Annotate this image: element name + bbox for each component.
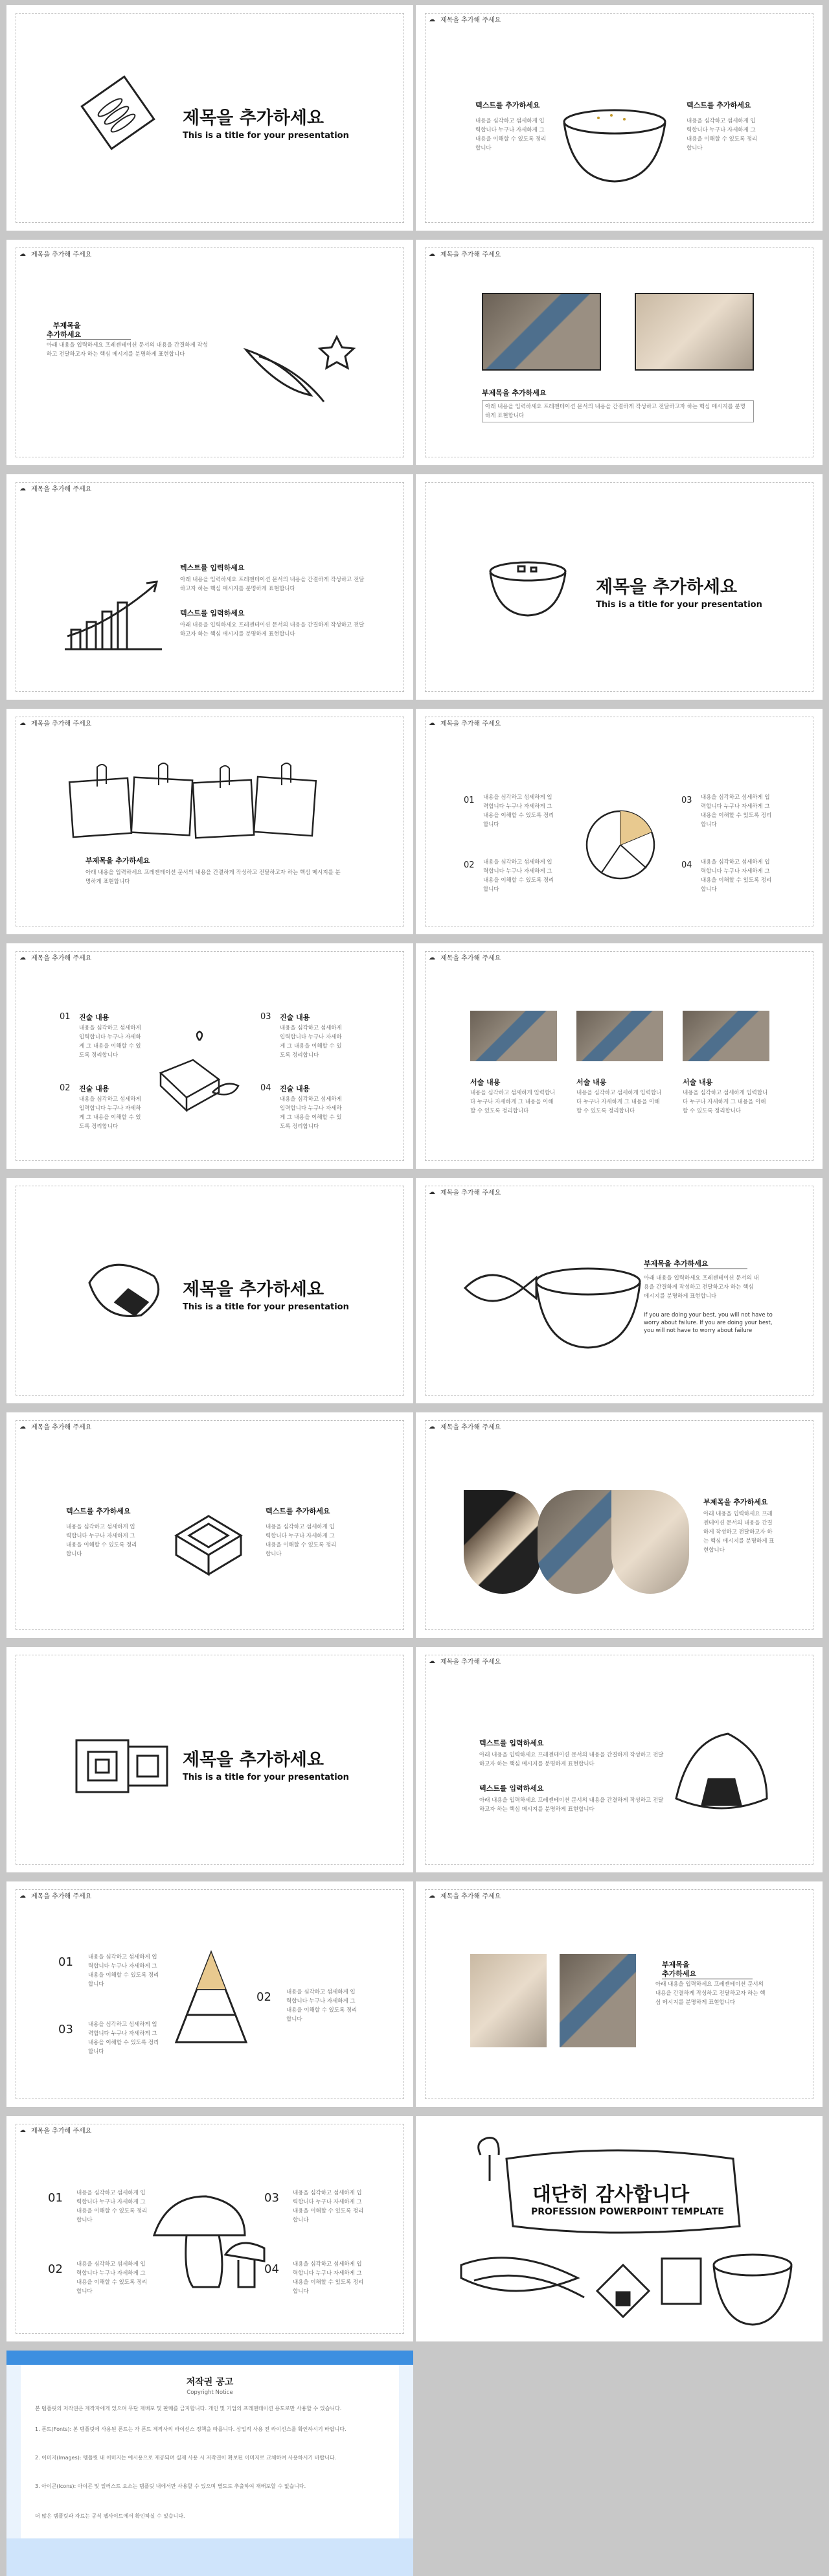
item-body-1: 내용을 심각하고 섬세하게 입력합니다 누구나 자세하게 그 내용을 이해할 수 있도록 정리합니다: [483, 794, 554, 828]
copyright-paragraph-5: 더 많은 템플릿과 자료는 공식 웹사이트에서 확인하실 수 있습니다.: [35, 2513, 185, 2519]
slide-subtitle-en: This is a title for your presentation: [596, 600, 762, 610]
text-heading-1: 텍스트를 입력하세요: [180, 564, 245, 572]
slide-7[interactable]: [6, 709, 413, 934]
text-body-left: 내용을 심각하고 섬세하게 입력합니다 누구나 자세하게 그 내용을 이해할 수 있도록 정리합니다: [66, 1524, 137, 1558]
item-body-2: 내용을 심각하고 섬세하게 입력합니다 누구나 자세하게 그 내용을 이해할 수 있도록 정리합니다: [483, 859, 554, 893]
subtitle: 부제목을 추가하세요: [703, 1498, 768, 1506]
photo-flower: [470, 1954, 547, 2047]
slide-16[interactable]: [416, 1647, 823, 1872]
growth-chart-illustration: [58, 571, 168, 656]
subtitle-line-1: 부제목을: [53, 321, 81, 330]
drop-photo-2: [538, 1490, 615, 1594]
text-body: 아래 내용을 입력하세요 프레젠테이션 문서의 내용을 간결하게 작성하고 전달하고자 하는 핵심 메시지를 분명하게 표현합니다: [644, 1275, 759, 1300]
cloud-icon: ☁: [429, 954, 435, 961]
text-heading-left: 텍스트를 추가하세요: [475, 101, 540, 109]
slide-header: ☁ 제목을 추가해 주세요: [429, 1423, 501, 1431]
cloud-icon: ☁: [429, 250, 435, 258]
copyright-paragraph-4: 3. 아이콘(Icons): 아이콘 및 일러스트 요소는 템플릿 내에서만 사용할 수 있으며 별도로 추출하여 재배포할 수 없습니다.: [35, 2483, 306, 2489]
slide-10[interactable]: [416, 943, 823, 1169]
item-body-1: 내용을 심각하고 섬세하게 입력합니다 누구나 자세하게 그 내용을 이해할 수 있도록 정리합니다: [88, 1954, 159, 1988]
item-body-2: 내용을 심각하고 섬세하게 입력합니다 누구나 자세하게 그 내용을 이해할 수 있도록 정리합니다: [76, 2261, 148, 2295]
caption-body-3: 내용을 심각하고 섬세하게 입력합니다 누구나 자세하게 그 내용을 이해할 수 있도록 정리합니다: [683, 1090, 768, 1114]
slide-4[interactable]: [416, 240, 823, 465]
photo-3: [683, 1011, 769, 1061]
slide-1[interactable]: [6, 5, 413, 231]
text-body-left: 내용을 심각하고 섬세하게 입력합니다 누구나 자세하게 그 내용을 이해할 수 있도록 정리합니다: [475, 118, 547, 152]
pie-illustration: [582, 806, 659, 884]
cake-illustration: [148, 1021, 258, 1112]
text-body: 아래 내용을 입력하세요 프레젠테이션 문서의 내용을 간결하게 작성하고 전달하고자 하는 핵심 메시지를 분명하게 표현합니다: [655, 1981, 766, 2006]
slide-header: ☁ 제목을 추가해 주세요: [19, 1423, 92, 1431]
photo-building: [482, 293, 601, 371]
cloud-icon: ☁: [19, 719, 26, 727]
item-body-4: 내용을 심각하고 섬세하게 입력합니다 누구나 자세하게 그 내용을 이해할 수 있도록 정리합니다: [293, 2261, 364, 2295]
fish-illustration: [233, 317, 363, 415]
item-number-4: 04: [681, 860, 692, 870]
cloud-icon: ☁: [19, 2126, 26, 2134]
item-number-4: 04: [264, 2262, 279, 2276]
photo-typewriter: [635, 293, 754, 371]
caption-body-2: 내용을 심각하고 섬세하게 입력합니다 누구나 자세하게 그 내용을 이해할 수 있도록 정리합니다: [576, 1090, 662, 1114]
text-heading-left: 텍스트를 추가하세요: [66, 1507, 131, 1515]
slide-header: ☁ 제목을 추가해 주세요: [429, 1188, 501, 1197]
thanks-illustration: [435, 2129, 811, 2336]
item-label-2: 진술 내용: [79, 1085, 109, 1093]
caption-label-3: 서술 내용: [683, 1078, 713, 1087]
item-number-1: 01: [60, 1012, 71, 1022]
fish-plate-illustration: [79, 74, 157, 152]
text-body-right: 내용을 심각하고 섬세하게 입력합니다 누구나 자세하게 그 내용을 이해할 수 있도록 정리합니다: [687, 118, 758, 152]
caption-body-1: 내용을 심각하고 섬세하게 입력합니다 누구나 자세하게 그 내용을 이해할 수 있도록 정리합니다: [470, 1090, 556, 1114]
copyright-paragraph-3: 2. 이미지(Images): 템플릿 내 이미지는 예시용으로 제공되며 실제 사용 시 저작권이 확보된 이미지로 교체하여 사용하시기 바랍니다.: [35, 2455, 337, 2461]
slide-title: 제목을 추가하세요: [183, 108, 324, 128]
slide-subtitle-en: This is a title for your presentation: [183, 1773, 349, 1782]
slide-header: ☁ 제목을 추가해 주세요: [429, 1657, 501, 1666]
text-heading-right: 텍스트를 추가하세요: [687, 101, 751, 109]
slide-2[interactable]: [416, 5, 823, 231]
copyright-subtitle: Copyright Notice: [187, 2389, 233, 2396]
text-body-en: If you are doing your best, you will not have to worry about failure. If you are doing your best, you will not have to worry about failure: [644, 1312, 773, 1334]
slide-13[interactable]: [6, 1412, 413, 1638]
slide-20[interactable]: [416, 2116, 823, 2341]
slide-17[interactable]: [6, 1881, 413, 2107]
item-number-4: 04: [260, 1083, 271, 1093]
item-number-2: 02: [60, 1083, 71, 1093]
slide-19[interactable]: [6, 2116, 413, 2341]
slide-3[interactable]: [6, 240, 413, 465]
item-body-3: 내용을 심각하고 섬세하게 입력합니다 누구나 자세하게 그 내용을 이해할 수 있도록 정리합니다: [280, 1025, 342, 1059]
slide-subtitle-en: This is a title for your presentation: [183, 131, 349, 141]
cloud-icon: ☁: [19, 954, 26, 961]
text-body: 아래 내용을 입력하세요 프레젠테이션 문서의 내용을 간결하게 작성하고 전달하고자 하는 핵심 메시지를 분명하게 표현합니다: [482, 400, 754, 422]
slide-9[interactable]: [6, 943, 413, 1169]
slide-header: ☁ 제목을 추가해 주세요: [429, 954, 501, 962]
copyright-title: 저작권 공고: [186, 2377, 234, 2387]
text-heading-2: 텍스트를 입력하세요: [180, 609, 245, 617]
drop-photo-3: [611, 1490, 689, 1594]
item-body-3: 내용을 심각하고 섬세하게 입력합니다 누구나 자세하게 그 내용을 이해할 수 있도록 정리합니다: [701, 794, 772, 828]
cloud-icon: ☁: [19, 1892, 26, 1900]
photo-1: [470, 1011, 557, 1061]
item-body-4: 내용을 심각하고 섬세하게 입력합니다 누구나 자세하게 그 내용을 이해할 수 있도록 정리합니다: [701, 859, 772, 893]
text-body-1: 아래 내용을 입력하세요 프레젠테이션 문서의 내용을 간결하게 작성하고 전달하고자 하는 핵심 메시지를 분명하게 표현합니다: [180, 577, 365, 592]
slide-header: ☁ 제목을 추가해 주세요: [429, 16, 501, 24]
item-number-1: 01: [48, 2191, 63, 2205]
slide-header: ☁ 제목을 추가해 주세요: [19, 719, 92, 728]
copyright-top-bar: [6, 2351, 413, 2365]
mushroom-illustration: [148, 2183, 271, 2294]
caption-label-2: 서술 내용: [576, 1078, 607, 1087]
item-body-1: 내용을 심각하고 섬세하게 입력합니다 누구나 자세하게 그 내용을 이해할 수 있도록 정리합니다: [79, 1025, 141, 1059]
slide-header: ☁ 제목을 추가해 주세요: [19, 485, 92, 493]
item-body-4: 내용을 심각하고 섬세하게 입력합니다 누구나 자세하게 그 내용을 이해할 수 있도록 정리합니다: [280, 1096, 342, 1130]
item-label-4: 진술 내용: [280, 1085, 310, 1093]
item-label-3: 진술 내용: [280, 1013, 310, 1022]
rice-ball-illustration: [670, 1727, 773, 1818]
slide-header: ☁ 제목을 추가해 주세요: [19, 1892, 92, 1900]
cloud-icon: ☁: [429, 1657, 435, 1665]
cloud-icon: ☁: [19, 1423, 26, 1431]
slide-18[interactable]: [416, 1881, 823, 2107]
cloud-icon: ☁: [429, 16, 435, 23]
slide-title: 제목을 추가하세요: [596, 577, 738, 597]
drop-photo-1: [464, 1490, 541, 1594]
item-number-1: 01: [58, 1955, 73, 1969]
slide-21[interactable]: [6, 2351, 413, 2576]
slide-header: ☁ 제목을 추가해 주세요: [19, 954, 92, 962]
subtitle-line-2: 추가하세요: [47, 329, 131, 340]
text-heading-1: 텍스트를 입력하세요: [479, 1739, 544, 1747]
slide-title: 제목을 추가하세요: [183, 1280, 324, 1300]
thanks-subtitle: PROFESSION POWERPOINT TEMPLATE: [531, 2207, 724, 2217]
copyright-bottom-band: [6, 2538, 413, 2576]
photo-windmill: [560, 1954, 636, 2047]
pyramid-illustration: [172, 1949, 250, 2046]
rice-ball-illustration: [83, 1257, 167, 1322]
slide-5[interactable]: [6, 474, 413, 700]
item-body-2: 내용을 심각하고 섬세하게 입력합니다 누구나 자세하게 그 내용을 이해할 수 있도록 정리합니다: [286, 1989, 358, 2023]
subtitle-line-2: 추가하세요: [662, 1968, 753, 1979]
slide-header: ☁ 제목을 추가해 주세요: [19, 2126, 92, 2135]
text-body: 아래 내용을 입력하세요 프레젠테이션 문서의 내용을 간결하게 작성하고 전달하고자 하는 핵심 메시지를 분명하게 표현합니다: [703, 1511, 775, 1554]
slide-subtitle-en: This is a title for your presentation: [183, 1302, 349, 1312]
fish-and-bowl-illustration: [459, 1249, 646, 1353]
slide-15[interactable]: [6, 1647, 413, 1872]
cloud-icon: ☁: [429, 719, 435, 727]
slide-11[interactable]: [6, 1178, 413, 1403]
cloud-icon: ☁: [429, 1892, 435, 1900]
slide-header: ☁ 제목을 추가해 주세요: [429, 250, 501, 259]
thanks-title: 대단히 감사합니다: [532, 2183, 690, 2206]
photo-2: [576, 1011, 663, 1061]
text-body-2: 아래 내용을 입력하세요 프레젠테이션 문서의 내용을 간결하게 작성하고 전달하고자 하는 핵심 메시지를 분명하게 표현합니다: [479, 1797, 664, 1813]
cloud-icon: ☁: [429, 1188, 435, 1196]
slide-6[interactable]: [416, 474, 823, 700]
slide-12[interactable]: [416, 1178, 823, 1403]
soup-bowl-illustration: [486, 556, 570, 621]
text-body: 아래 내용을 입력하세요 프레젠테이션 문서의 내용을 간결하게 작성하고 전달하고자 하는 핵심 메시지를 분명하게 표현합니다: [85, 869, 341, 885]
subtitle: 부제목을 추가하세요: [644, 1258, 747, 1269]
copyright-paragraph-1: 본 템플릿의 저작권은 제작자에게 있으며 무단 재배포 및 판매를 금지합니다. 개인 및 기업의 프레젠테이션 용도로만 사용할 수 있습니다.: [35, 2406, 342, 2411]
text-heading-right: 텍스트를 추가하세요: [266, 1507, 330, 1515]
rice-bowl-illustration: [560, 102, 670, 187]
text-body-right: 내용을 심각하고 섬세하게 입력합니다 누구나 자세하게 그 내용을 이해할 수 있도록 정리합니다: [266, 1524, 337, 1558]
slide-14[interactable]: [416, 1412, 823, 1638]
item-number-2: 02: [464, 860, 475, 870]
slide-title: 제목을 추가하세요: [183, 1750, 324, 1770]
item-number-2: 02: [256, 1990, 271, 2004]
item-number-3: 03: [58, 2023, 73, 2036]
item-number-2: 02: [48, 2262, 63, 2276]
item-label-1: 진술 내용: [79, 1013, 109, 1022]
slide-header: ☁ 제목을 추가해 주세요: [429, 719, 501, 728]
cloud-icon: ☁: [19, 485, 26, 492]
item-body-3: 내용을 심각하고 섬세하게 입력합니다 누구나 자세하게 그 내용을 이해할 수 있도록 정리합니다: [88, 2021, 159, 2055]
caption-label-1: 서술 내용: [470, 1078, 501, 1087]
item-body-1: 내용을 심각하고 섬세하게 입력합니다 누구나 자세하게 그 내용을 이해할 수 있도록 정리합니다: [76, 2190, 148, 2224]
item-number-3: 03: [260, 1012, 271, 1022]
subtitle-line-1: 부제목을: [662, 1961, 690, 1969]
subtitle: 부제목을 추가하세요: [482, 389, 547, 397]
cloud-icon: ☁: [429, 1423, 435, 1431]
subtitle: 부제목을 추가하세요: [85, 857, 150, 865]
text-heading-2: 텍스트를 입력하세요: [479, 1784, 544, 1793]
clipped-notes-illustration: [65, 761, 350, 845]
text-body: 아래 내용을 입력하세요 프레젠테이션 문서의 내용을 간결하게 작성하고 전달하고자 하는 핵심 메시지를 분명하게 표현합니다: [47, 342, 208, 358]
sushi-tray-illustration: [163, 1497, 254, 1581]
item-number-3: 03: [681, 796, 692, 805]
sushi-roll-illustration: [70, 1727, 180, 1799]
copyright-paragraph-2: 1. 폰트(Fonts): 본 템플릿에 사용된 폰트는 각 폰트 제작사의 라이선스 정책을 따릅니다. 상업적 사용 전 라이선스를 확인하시기 바랍니다.: [35, 2426, 346, 2432]
item-number-1: 01: [464, 796, 475, 805]
slide-8[interactable]: [416, 709, 823, 934]
cloud-icon: ☁: [19, 250, 26, 258]
text-body-1: 아래 내용을 입력하세요 프레젠테이션 문서의 내용을 간결하게 작성하고 전달하고자 하는 핵심 메시지를 분명하게 표현합니다: [479, 1752, 664, 1767]
item-body-3: 내용을 심각하고 섬세하게 입력합니다 누구나 자세하게 그 내용을 이해할 수 있도록 정리합니다: [293, 2190, 364, 2224]
slide-header: ☁ 제목을 추가해 주세요: [19, 250, 92, 259]
slide-header: ☁ 제목을 추가해 주세요: [429, 1892, 501, 1900]
item-number-3: 03: [264, 2191, 279, 2205]
text-body-2: 아래 내용을 입력하세요 프레젠테이션 문서의 내용을 간결하게 작성하고 전달하고자 하는 핵심 메시지를 분명하게 표현합니다: [180, 622, 365, 638]
item-body-2: 내용을 심각하고 섬세하게 입력합니다 누구나 자세하게 그 내용을 이해할 수 있도록 정리합니다: [79, 1096, 141, 1130]
